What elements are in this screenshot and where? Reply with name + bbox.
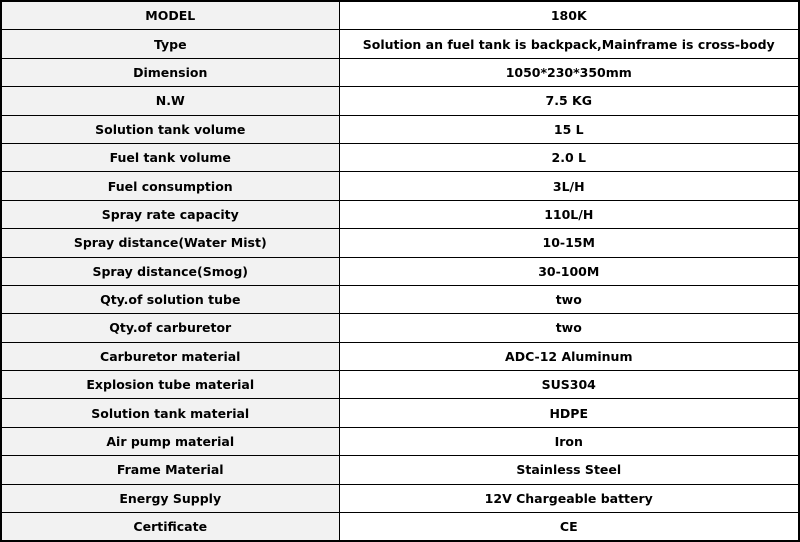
spec-label: Solution tank volume (1, 115, 339, 143)
spec-label: Explosion tube material (1, 371, 339, 399)
spec-label: Qty.of solution tube (1, 285, 339, 313)
spec-label: Frame Material (1, 456, 339, 484)
spec-label: Type (1, 30, 339, 58)
spec-value: Iron (339, 427, 799, 455)
spec-label: Solution tank material (1, 399, 339, 427)
table-row (1, 342, 799, 370)
table-row (1, 427, 799, 455)
spec-value: 180K (339, 1, 799, 30)
spec-value: HDPE (339, 399, 799, 427)
spec-value: 15 L (339, 115, 799, 143)
table-row (1, 143, 799, 171)
spec-value: ADC-12 Aluminum (339, 342, 799, 370)
table-row (1, 200, 799, 228)
table-row (1, 456, 799, 484)
spec-label: Fuel tank volume (1, 143, 339, 171)
spec-label: Fuel consumption (1, 172, 339, 200)
spec-value: 7.5 KG (339, 87, 799, 115)
table-row (1, 285, 799, 313)
table-row (1, 87, 799, 115)
spec-value: two (339, 314, 799, 342)
table-row (1, 1, 799, 30)
spec-value: Stainless Steel (339, 456, 799, 484)
spec-label: Air pump material (1, 427, 339, 455)
table-row (1, 30, 799, 58)
table-row (1, 115, 799, 143)
table-row (1, 229, 799, 257)
spec-label: MODEL (1, 1, 339, 30)
table-row (1, 371, 799, 399)
spec-label: Energy Supply (1, 484, 339, 512)
spec-label: Dimension (1, 58, 339, 86)
spec-label: N.W (1, 87, 339, 115)
spec-value: CE (339, 513, 799, 542)
spec-label: Spray distance(Smog) (1, 257, 339, 285)
spec-value: 110L/H (339, 200, 799, 228)
table-row (1, 513, 799, 542)
spec-label: Carburetor material (1, 342, 339, 370)
table-row (1, 257, 799, 285)
table-row (1, 399, 799, 427)
spec-value: Solution an fuel tank is backpack,Mainframe is cross-body (339, 30, 799, 58)
table-row (1, 314, 799, 342)
spec-value: 12V Chargeable battery (339, 484, 799, 512)
spec-value: two (339, 285, 799, 313)
table-row (1, 58, 799, 86)
spec-value: 1050*230*350mm (339, 58, 799, 86)
spec-value: SUS304 (339, 371, 799, 399)
spec-value: 10-15M (339, 229, 799, 257)
table-row (1, 484, 799, 512)
spec-label: Spray distance(Water Mist) (1, 229, 339, 257)
table-row (1, 172, 799, 200)
spec-value: 3L/H (339, 172, 799, 200)
spec-label: Spray rate capacity (1, 200, 339, 228)
spec-label: Certificate (1, 513, 339, 542)
spec-value: 2.0 L (339, 143, 799, 171)
spec-value: 30-100M (339, 257, 799, 285)
spec-label: Qty.of carburetor (1, 314, 339, 342)
